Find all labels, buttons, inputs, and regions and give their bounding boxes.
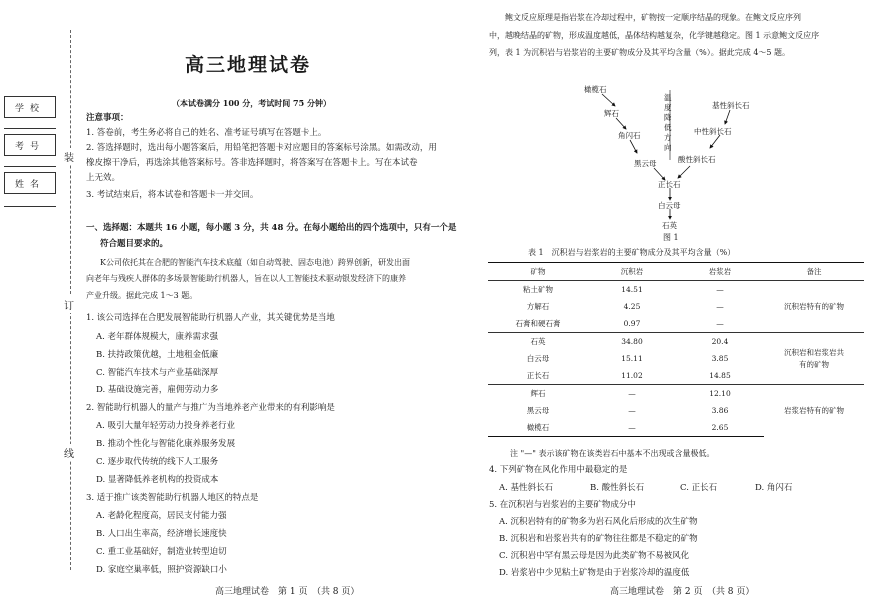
q1-option-c[interactable]: C. 智能汽车技术与产业基础深厚 bbox=[96, 368, 219, 378]
table-cell: 34.80 bbox=[588, 333, 676, 351]
mineral-olivine: 橄榄石 bbox=[584, 85, 607, 94]
mineral-orthoclase: 正长石 bbox=[658, 180, 681, 189]
exam-subtitle: （本试卷满分 100 分，考试时间 75 分钟） bbox=[172, 98, 331, 108]
note-2-cont: 橡皮擦干净后，再选涂其他答案标号。答非选择题时，将答案写在答题卡上。写在本试卷 bbox=[86, 158, 418, 168]
table-footnote: 注 "—" 表示该矿物在该类岩石中基本不出现或含量极低。 bbox=[510, 449, 715, 458]
axis-char: 降 bbox=[664, 113, 672, 122]
exam-title: 高三地理试卷 bbox=[185, 54, 312, 76]
mineral-quartz: 石英 bbox=[662, 221, 677, 230]
school-field[interactable] bbox=[4, 128, 56, 129]
q5-option-b[interactable]: B. 沉积岩和岩浆岩共有的矿物往往都是不稳定的矿物 bbox=[499, 534, 698, 544]
table-cell: 粘土矿物 bbox=[523, 285, 553, 294]
q1-option-d[interactable]: D. 基础设施完善，雇佣劳动力多 bbox=[96, 385, 219, 395]
q2-stem: 2. 智能助行机器人的量产与推广为当地养老产业带来的有利影响是 bbox=[86, 403, 335, 413]
section-heading: 一、选择题：本题共 16 小题，每小题 3 分，共 48 分。在每小题给出的四个选项中，只有一个是 bbox=[86, 223, 457, 233]
intro-line-1: 鲍文反应原理是指岩浆在冷却过程中，矿物按一定顺序结晶的现象。在鲍文反应序列 bbox=[505, 13, 801, 22]
material-line-2: 向老年与残疾人群体的多场景智能助行机器人，旨在以人工智能技术驱动银发经济下的康养 bbox=[86, 274, 406, 283]
q3-option-b[interactable]: B. 人口出生率高，经济增长速度快 bbox=[96, 529, 227, 539]
table-cell: 12.10 bbox=[676, 385, 764, 403]
table-cell: — bbox=[628, 406, 636, 415]
q5-stem: 5. 在沉积岩与岩浆岩的主要矿物成分中 bbox=[489, 500, 636, 510]
q2-option-a[interactable]: A. 吸引大量年轻劳动力投身养老行业 bbox=[96, 421, 236, 431]
mineral-calcic-plagioclase: 基性斜长石 bbox=[712, 101, 750, 110]
page2-footer: 高三地理试卷 第 2 页 （共 8 页） bbox=[610, 587, 755, 597]
table-cell: 15.11 bbox=[621, 354, 643, 363]
q5-option-a[interactable]: A. 沉积岩特有的矿物多为岩石风化后形成的次生矿物 bbox=[499, 517, 698, 527]
table-cell: 14.51 bbox=[621, 285, 643, 294]
table-note: 沉积岩和岩浆岩共有的矿物 bbox=[764, 333, 864, 385]
table-cell: 方解石 bbox=[526, 302, 550, 311]
q3-option-c[interactable]: C. 重工业基础好，制造业转型迫切 bbox=[96, 547, 227, 557]
exam-number-label: 考号 bbox=[4, 134, 56, 156]
q1-option-a[interactable]: A. 老年群体规模大，康养需求强 bbox=[96, 332, 219, 342]
q4-option-b[interactable]: B. 酸性斜长石 bbox=[590, 483, 645, 493]
table-cell: 橄榄石 bbox=[488, 419, 588, 437]
table-header-note: 备注 bbox=[764, 263, 864, 281]
table-cell: 正长石 bbox=[526, 371, 550, 380]
note-3: 3. 考试结束后，将本试卷和答题卡一并交回。 bbox=[86, 190, 259, 200]
axis-char: 低 bbox=[664, 123, 672, 132]
table-cell: 黑云母 bbox=[526, 406, 550, 415]
table-cell: 14.85 bbox=[709, 371, 731, 380]
binding-char-zhuang: 装 bbox=[64, 148, 74, 165]
axis-char: 温 bbox=[664, 93, 672, 102]
table-caption: 表 1 沉积岩与岩浆岩的主要矿物成分及其平均含量（%） bbox=[528, 248, 736, 257]
q1-option-b[interactable]: B. 扶持政策优越，土地租金低廉 bbox=[96, 350, 219, 360]
table-cell: — bbox=[716, 285, 724, 294]
mineral-pyroxene: 辉石 bbox=[604, 109, 619, 118]
q3-option-d[interactable]: D. 家庭空巢率低，照护资源缺口小 bbox=[96, 565, 227, 575]
table-cell: 3.86 bbox=[711, 406, 729, 415]
note-2-cont2: 上无效。 bbox=[86, 173, 121, 183]
bowen-reaction-series-figure bbox=[560, 80, 790, 240]
exam-number-field[interactable] bbox=[4, 166, 56, 167]
table-note: 沉积岩特有的矿物 bbox=[784, 302, 844, 311]
table-header-igneous: 岩浆岩 bbox=[676, 263, 764, 281]
name-label: 姓名 bbox=[4, 172, 56, 194]
q2-option-b[interactable]: B. 推动个性化与智能化康养服务发展 bbox=[96, 439, 236, 449]
table-cell: 白云母 bbox=[526, 354, 550, 363]
figure-caption: 图 1 bbox=[663, 233, 679, 242]
table-cell: 石英 bbox=[488, 333, 588, 351]
notes-heading: 注意事项： bbox=[86, 113, 129, 123]
mineral-table bbox=[488, 262, 864, 437]
q1-stem: 1. 该公司选择在合肥发展智能助行机器人产业，其关键优势是当地 bbox=[86, 313, 335, 323]
school-label: 学校 bbox=[4, 96, 56, 118]
table-header-mineral: 矿物 bbox=[488, 263, 588, 281]
note-2: 2. 答选择题时，选出每小题答案后，用铅笔把答题卡对应题目的答案标号涂黑。如需改动，用 bbox=[86, 143, 437, 153]
page1-footer: 高三地理试卷 第 1 页 （共 8 页） bbox=[215, 587, 360, 597]
mineral-intermediate-plagioclase: 中性斜长石 bbox=[694, 127, 732, 136]
binding-char-xian: 线 bbox=[64, 444, 74, 461]
table-cell: 辉石 bbox=[488, 385, 588, 403]
axis-char: 向 bbox=[664, 143, 672, 152]
table-cell: — bbox=[588, 385, 676, 403]
table-cell: — bbox=[588, 419, 676, 437]
table-cell: 2.65 bbox=[676, 419, 764, 437]
table-note: 岩浆岩特有的矿物 bbox=[764, 385, 864, 437]
table-cell: — bbox=[716, 302, 724, 311]
table-cell: 11.02 bbox=[621, 371, 643, 380]
q3-stem: 3. 适于推广该类智能助行机器人地区的特点是 bbox=[86, 493, 259, 503]
mineral-sodic-plagioclase: 酸性斜长石 bbox=[678, 155, 716, 164]
q3-option-a[interactable]: A. 老龄化程度高，居民支付能力强 bbox=[96, 511, 227, 521]
q2-option-c[interactable]: C. 逐步取代传统的线下人工服务 bbox=[96, 457, 219, 467]
q5-option-d[interactable]: D. 岩浆岩中少见粘土矿物是由于岩浆冷却的温度低 bbox=[499, 568, 690, 578]
table-header-sedimentary: 沉积岩 bbox=[588, 263, 676, 281]
mineral-muscovite: 白云母 bbox=[658, 201, 681, 210]
intro-line-2: 中，越晚结晶的矿物，形成温度越低，晶体结构越复杂，化学键越稳定。图 1 示意鲍文反应序 bbox=[489, 31, 820, 40]
binding-char-ding: 订 bbox=[64, 296, 74, 313]
q2-option-d[interactable]: D. 显著降低养老机构的投资成本 bbox=[96, 475, 219, 485]
table-cell: 0.97 bbox=[623, 319, 641, 328]
intro-line-3: 列，表 1 为沉积岩与岩浆岩的主要矿物成分及其平均含量（%）。据此完成 4～5 题。 bbox=[489, 48, 791, 57]
table-cell: 石膏和硬石膏 bbox=[515, 319, 561, 328]
q4-option-c[interactable]: C. 正长石 bbox=[680, 483, 718, 493]
axis-char: 方 bbox=[664, 133, 672, 142]
axis-char: 度 bbox=[664, 103, 672, 112]
q4-stem: 4. 下列矿物在风化作用中最稳定的是 bbox=[489, 465, 628, 475]
q4-option-d[interactable]: D. 角闪石 bbox=[755, 483, 793, 493]
material-line-1: K公司依托其在合肥的智能汽车技术底蕴（如自动驾驶、固态电池）跨界创新，研发出面 bbox=[100, 258, 410, 267]
mineral-biotite: 黑云母 bbox=[634, 159, 657, 168]
name-field[interactable] bbox=[4, 206, 56, 207]
mineral-amphibole: 角闪石 bbox=[618, 131, 641, 140]
q5-option-c[interactable]: C. 沉积岩中罕有黑云母是因为此类矿物不易被风化 bbox=[499, 551, 690, 561]
section-heading-cont: 符合题目要求的。 bbox=[100, 239, 169, 249]
table-cell: 4.25 bbox=[623, 302, 641, 311]
note-1: 1. 答卷前，考生务必将自己的姓名、准考证号填写在答题卡上。 bbox=[86, 128, 327, 138]
table-cell: 3.85 bbox=[711, 354, 729, 363]
table-cell: 20.4 bbox=[676, 333, 764, 351]
material-line-3: 产业升级。据此完成 1～3 题。 bbox=[86, 291, 198, 300]
table-cell: — bbox=[716, 319, 724, 328]
q4-option-a[interactable]: A. 基性斜长石 bbox=[499, 483, 554, 493]
